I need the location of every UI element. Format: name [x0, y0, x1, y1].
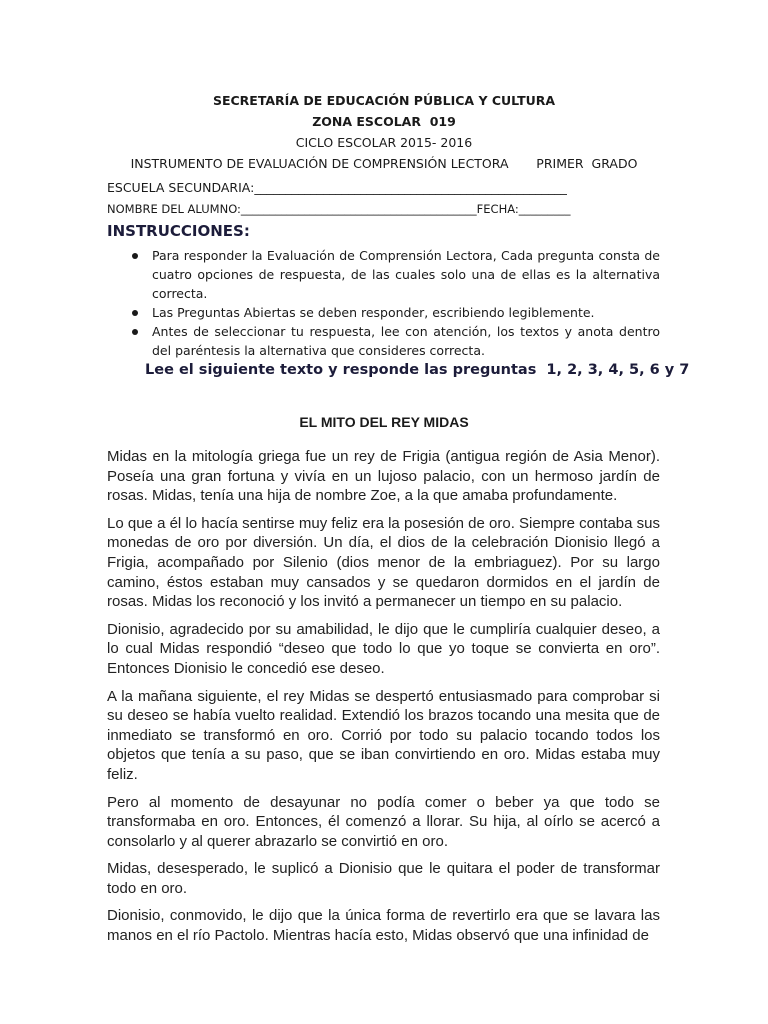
instructions-list: [107, 246, 660, 360]
story-paragraph: A la mañana siguiente, el rey Midas se despertó entusiasmado para comprobar si su deseo se había vuelto realidad. Extendió los brazos tocando una mesita que de inmediato se transformó en oro. Corrió por todo su palacio tocando todos los objetos que tenía a su paso, que se iban convirtiendo en oro. Midas estaba muy feliz.: [107, 687, 660, 783]
instruction-text: Para responder la Evaluación de Comprensión Lectora, Cada pregunta consta de cuatro opciones de respuesta, de las cuales solo una de ellas es la alternativa correcta.: [152, 248, 660, 301]
header-secretaria: SECRETARÍA DE EDUCACIÓN PÚBLICA Y CULTURA: [212, 93, 556, 108]
bullet-icon: [132, 329, 138, 335]
story-paragraph: Dionisio, agradecido por su amabilidad, le dijo que le cumpliría cualquier deseo, a lo cual Midas respondió “deseo que todo lo que yo toque se convierta en oro”. Entonces Dionisio le concedió ese deseo.: [107, 620, 660, 677]
story-paragraph: Midas en la mitología griega fue un rey de Frigia (antigua región de Asia Menor). Poseía una gran fortuna y vivía en un lujoso palacio, con un hermoso jardín de rosas. Midas, tenía una hija de nombre Zoe, a la que amaba profundamente.: [107, 448, 660, 505]
instruction-text: Las Preguntas Abiertas se deben responder, escribiendo legiblemente.: [152, 305, 595, 320]
bullet-icon: [132, 310, 138, 316]
escuela-field: ESCUELA SECUNDARIA:__________________________________________________: [107, 180, 567, 195]
instruction-item: [107, 303, 660, 322]
bullet-icon: [132, 253, 138, 259]
story-title: EL MITO DEL REY MIDAS: [299, 414, 469, 430]
instruction-item: [107, 322, 660, 360]
story-paragraph: Midas, desesperado, le suplicó a Dionisio que le quitara el poder de transformar todo en oro.: [107, 860, 660, 897]
document-header: [0, 90, 768, 174]
story-paragraph: Pero al momento de desayunar no podía comer o beber ya que todo se transformaba en oro. Entonces, él comenzó a llorar. Su hija, al oírlo se acercó a consolarlo y al querer abrazarlo se convirtió en oro.: [107, 793, 660, 850]
reading-lead: Lee el siguiente texto y responde las preguntas 1, 2, 3, 4, 5, 6 y 7: [145, 362, 690, 378]
header-zona: ZONA ESCOLAR 019: [312, 114, 456, 129]
story-paragraph: Dionisio, conmovido, le dijo que la única forma de revertirlo era que se lavara las manos en el río Pactolo. Mientras hacía esto, Midas observó que una infinidad de: [107, 907, 660, 945]
instruction-text: Antes de seleccionar tu respuesta, lee con atención, los textos y anota dentro del paréntesis la alternativa que consideres correcta.: [152, 324, 660, 358]
header-instrumento: INSTRUMENTO DE EVALUACIÓN DE COMPRENSIÓN LECTORA PRIMER GRADO: [130, 156, 638, 171]
alumno-fecha-field: NOMBRE DEL ALUMNO:_________________________________________FECHA:_________: [107, 202, 571, 216]
instructions-title: INSTRUCCIONES:: [107, 222, 250, 240]
instruction-item: [107, 246, 660, 303]
story-paragraph: Lo que a él lo hacía sentirse muy feliz era la posesión de oro. Siempre contaba sus monedas de oro por diversión. Un día, el dios de la celebración Dionisio llegó a Frigia, acompañado por Silenio (dios menor de la embriaguez). Por su largo camino, éstos estaban muy cansados y se quedaron dormidos en el jardín de rosas. Midas los reconoció y los invitó a permanecer un tiempo en su palacio.: [107, 514, 660, 611]
header-ciclo: CICLO ESCOLAR 2015- 2016: [295, 135, 473, 150]
story-body: [107, 447, 660, 954]
